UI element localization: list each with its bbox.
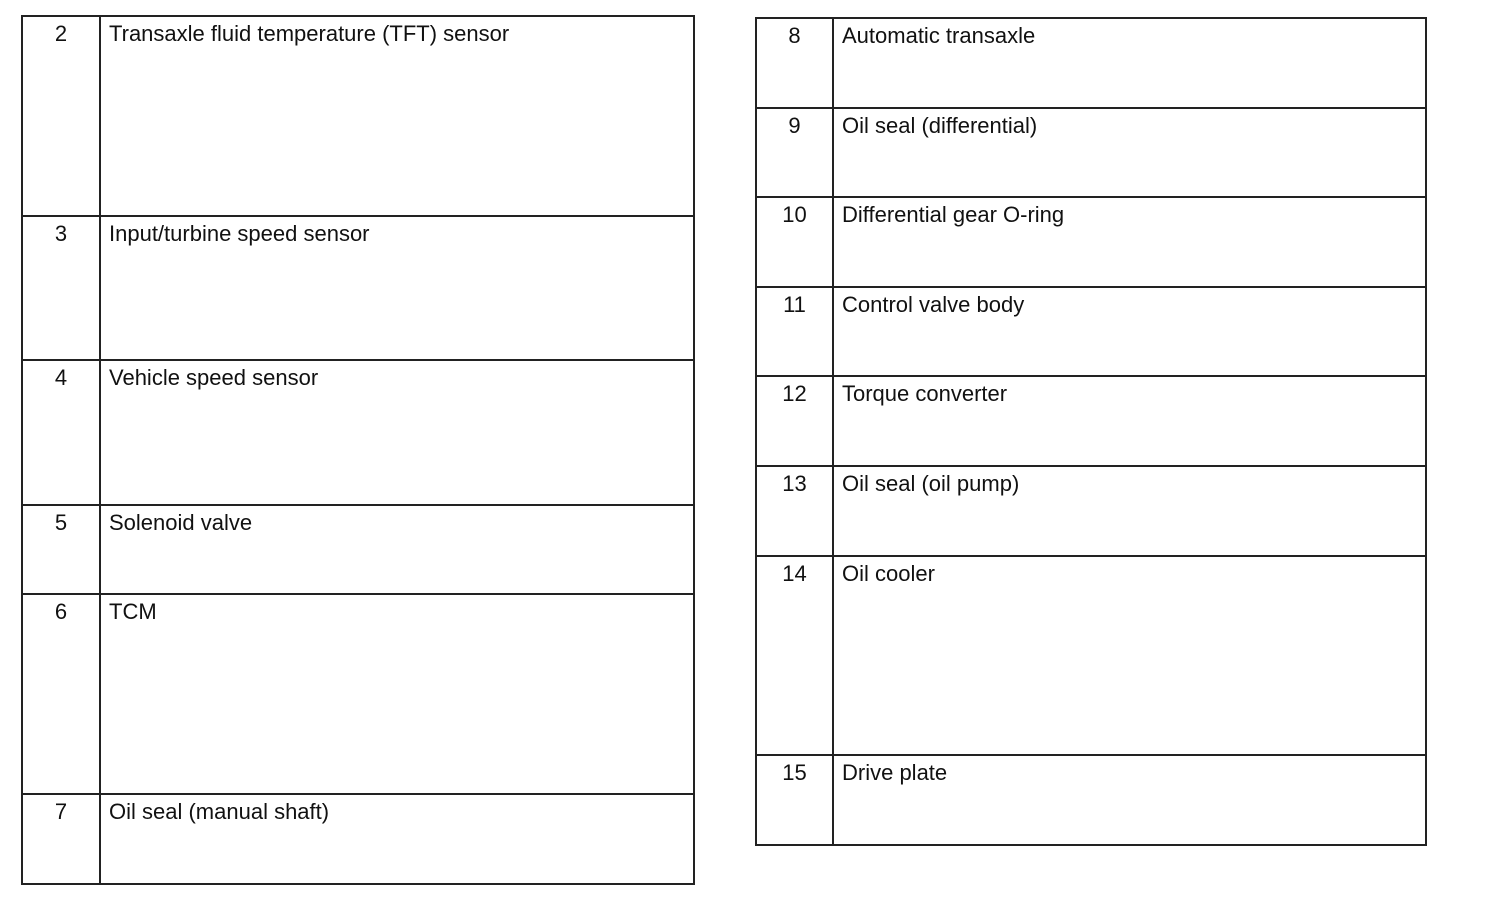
part-number: 13 xyxy=(756,466,833,556)
parts-table-left xyxy=(21,15,695,885)
part-number: 6 xyxy=(22,594,100,794)
part-number: 14 xyxy=(756,556,833,755)
table-row xyxy=(22,16,694,216)
part-description: Vehicle speed sensor xyxy=(100,360,694,505)
table-row xyxy=(756,18,1426,108)
part-description: Differential gear O-ring xyxy=(833,197,1426,287)
table-row xyxy=(22,216,694,360)
table-row xyxy=(22,505,694,594)
table-row xyxy=(756,287,1426,376)
table-row xyxy=(22,594,694,794)
part-description: Torque converter xyxy=(833,376,1426,466)
table-row xyxy=(756,108,1426,197)
table-row xyxy=(756,376,1426,466)
part-description: Control valve body xyxy=(833,287,1426,376)
table-row xyxy=(756,197,1426,287)
part-number: 2 xyxy=(22,16,100,216)
part-number: 7 xyxy=(22,794,100,884)
table-row xyxy=(756,556,1426,755)
part-description: Oil seal (manual shaft) xyxy=(100,794,694,884)
table-row xyxy=(22,794,694,884)
part-description: Transaxle fluid temperature (TFT) sensor xyxy=(100,16,694,216)
part-description: Drive plate xyxy=(833,755,1426,845)
table-row xyxy=(22,360,694,505)
part-description: Oil cooler xyxy=(833,556,1426,755)
table-row xyxy=(756,755,1426,845)
part-description: Oil seal (oil pump) xyxy=(833,466,1426,556)
part-number: 4 xyxy=(22,360,100,505)
part-number: 11 xyxy=(756,287,833,376)
part-number: 15 xyxy=(756,755,833,845)
part-number: 10 xyxy=(756,197,833,287)
parts-table-right xyxy=(755,17,1427,846)
part-description: Input/turbine speed sensor xyxy=(100,216,694,360)
part-number: 8 xyxy=(756,18,833,108)
part-description: TCM xyxy=(100,594,694,794)
part-description: Solenoid valve xyxy=(100,505,694,594)
part-description: Automatic transaxle xyxy=(833,18,1426,108)
part-number: 9 xyxy=(756,108,833,197)
part-number: 5 xyxy=(22,505,100,594)
part-description: Oil seal (differential) xyxy=(833,108,1426,197)
part-number: 12 xyxy=(756,376,833,466)
table-row xyxy=(756,466,1426,556)
part-number: 3 xyxy=(22,216,100,360)
